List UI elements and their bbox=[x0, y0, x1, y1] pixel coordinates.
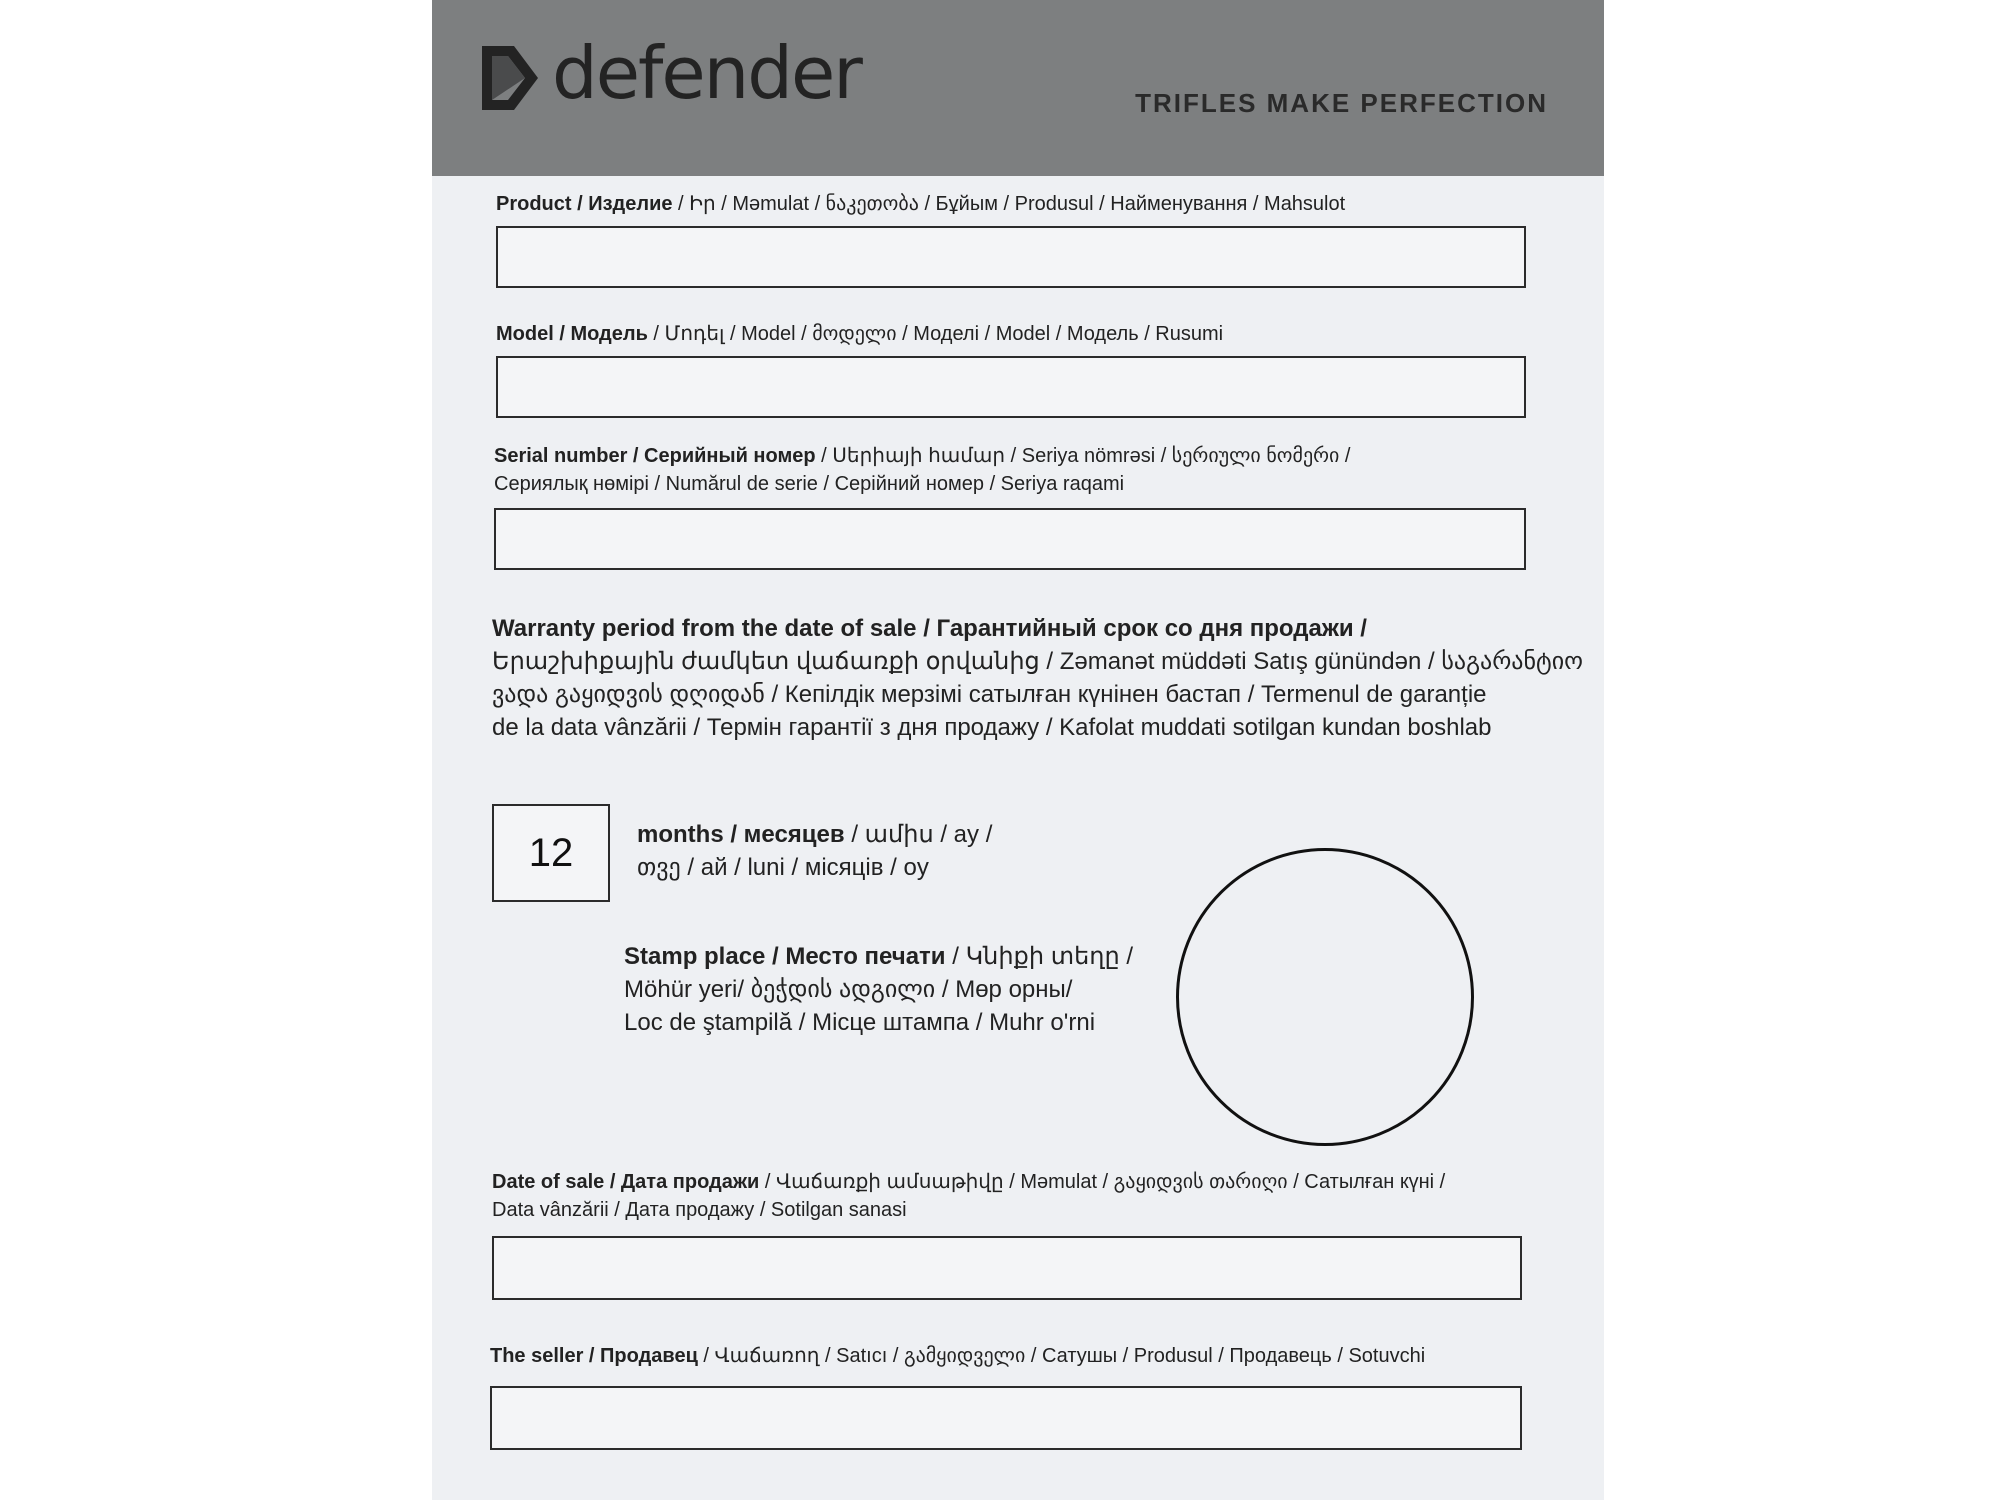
stamp-line3: Loc de ştampilă / Місце штампа / Muhr o'rni bbox=[624, 1009, 1096, 1036]
seller-field[interactable] bbox=[490, 1386, 1522, 1450]
seller-label-rest: / Վաճառող / Satıcı / გამყიდველი / Сатушы / Produsul / Продавець / Sotuvchi bbox=[697, 1345, 1426, 1367]
product-field[interactable] bbox=[496, 226, 1526, 288]
date-of-sale-label-line2: Data vânzării / Дата продажу / Sotilgan sanasi bbox=[492, 1199, 907, 1221]
brand-slogan: TRIFLES MAKE PERFECTION bbox=[1135, 88, 1548, 118]
warranty-line2: Երաշխիքային ժամկետ վաճառքի օրվանից / Zəmanət müddəti Satış günündən / საგარანტიო bbox=[492, 648, 1584, 675]
months-line1-bold: months / месяцев bbox=[637, 821, 845, 848]
stamp-line1-rest: / Կնիքի տեղը / bbox=[945, 943, 1134, 970]
model-label bbox=[496, 320, 1223, 348]
warranty-line3: ვადა გაყიდვის დღიდან / Кепілдік мерзімі сатылған күнінен бастап / Termenul de garanție bbox=[492, 681, 1487, 708]
stamp-line2: Möhür yeri/ ბეჭდის ადგილი / Мөр орны/ bbox=[624, 976, 1073, 1003]
warranty-months-box: 12 bbox=[492, 804, 610, 902]
warranty-period-text bbox=[492, 612, 1583, 744]
seller-label-bold: The seller / Продавец bbox=[490, 1345, 698, 1367]
model-field[interactable] bbox=[496, 356, 1526, 418]
warranty-line4: de la data vânzării / Термін гарантії з дня продажу / Kafolat muddati sotilgan kundan boshlab bbox=[492, 714, 1492, 741]
serial-label-line2: Сериялық нөмірі / Numărul de serie / Серійний номер / Seriya raqami bbox=[494, 473, 1125, 495]
months-line2: თვე / ай / luni / місяців / oy bbox=[637, 854, 929, 881]
months-label bbox=[637, 818, 992, 884]
serial-label-bold: Serial number / Серийный номер bbox=[494, 445, 816, 467]
header-band bbox=[432, 0, 1604, 176]
serial-label-rest: / Սերիայի համար / Seriya nömrəsi / სერიული ნომერი / bbox=[815, 445, 1351, 467]
stamp-place-label bbox=[624, 940, 1133, 1039]
serial-label bbox=[494, 442, 1350, 470]
months-line1-rest: / ամիս / ay / bbox=[844, 821, 993, 848]
serial-field[interactable] bbox=[494, 508, 1526, 570]
defender-logo-icon bbox=[478, 42, 542, 114]
date-of-sale-field[interactable] bbox=[492, 1236, 1522, 1300]
warranty-line1: Warranty period from the date of sale / Гарантийный срок со дня продажи / bbox=[492, 615, 1367, 642]
date-of-sale-label-bold: Date of sale / Дата продажи bbox=[492, 1171, 760, 1193]
seller-label bbox=[490, 1342, 1425, 1370]
date-of-sale-label-rest: / Վաճառքի ամսաթիվը / Məmulat / გაყიდვის თარიღი / Сатылған күні / bbox=[759, 1171, 1446, 1193]
date-of-sale-label bbox=[492, 1168, 1445, 1196]
brand-logo-text: defender bbox=[552, 31, 861, 115]
model-label-bold: Model / Модель bbox=[496, 323, 648, 345]
product-label bbox=[496, 190, 1345, 218]
stamp-line1-bold: Stamp place / Место печати bbox=[624, 943, 946, 970]
product-label-rest: / Իր / Məmulat / ნაკეთობა / Бұйым / Produsul / Найменування / Mahsulot bbox=[672, 193, 1346, 215]
warranty-card bbox=[432, 0, 1604, 1500]
model-label-rest: / Մոդել / Model / მოდელი / Моделі / Model / Модель / Rusumi bbox=[647, 323, 1224, 345]
product-label-bold: Product / Изделие bbox=[496, 193, 673, 215]
stamp-circle[interactable] bbox=[1176, 848, 1474, 1146]
